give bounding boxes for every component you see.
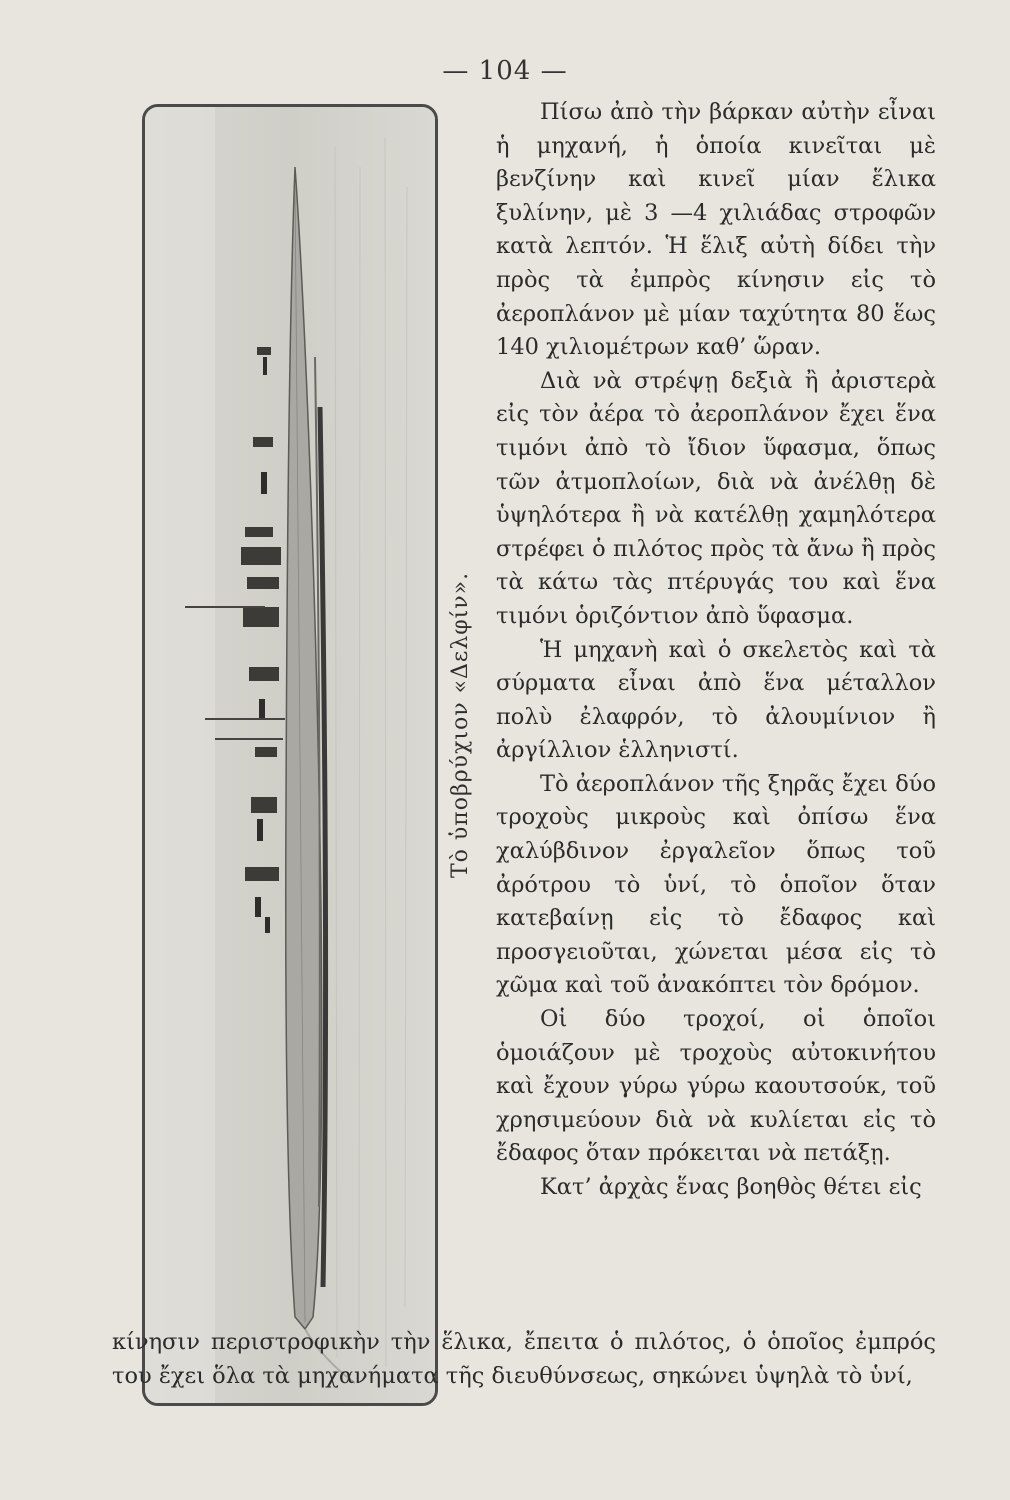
figure-caption: Τὸ ὑποβρύχιον «Δελφίν». <box>448 571 473 878</box>
page-number: — 104 — <box>442 56 568 86</box>
paragraph-continuation: κίνησιν περιστροφικὴν τὴν ἕλικα, ἔπειτα ὁ πιλότος, ὁ ὁποῖος ἐμπρός του ἔχει ὅλα τὰ μηχανήματα τῆς διευθύνσεως, σηκώνει ὑψηλὰ τὸ ὑνί, <box>112 1329 936 1389</box>
submarine-photo <box>142 104 438 1406</box>
paragraph: Πίσω ἀπὸ τὴν βάρκαν αὐτὴν εἶναι ἡ μηχανή, ἡ ὁποία κινεῖται μὲ βενζίνην καὶ κινεῖ μίαν ἕλικα ξυλίνην, μὲ 3 —4 χιλιάδας στροφῶν κατὰ λεπτόν. Ἡ ἕλιξ αὐτὴ δίδει τὴν πρὸς τὰ ἐμπρὸς κίνησιν εἰς τὸ ἀεροπλάνον μὲ μίαν ταχύτητα 80 ἕως 140 χιλιομέτρων καθ’ ὥραν. <box>496 99 936 361</box>
text-column <box>496 96 936 1205</box>
submarine-illustration <box>145 107 435 1403</box>
paragraph: Τὸ ἀεροπλάνον τῆς ξηρᾶς ἔχει δύο τροχοὺς μικροὺς καὶ ὀπίσω ἕνα χαλύβδινον ἐργαλεῖον ὅπως τοῦ ἀρότρου τὸ ὑνί, τὸ ὁποῖον ὅταν κατεβαίνῃ εἰς τὸ ἔδαφος καὶ προσγειοῦται, χώνεται μέσα εἰς τὸ χῶμα καὶ τοῦ ἀνακόπτει τὸν δρόμον. <box>496 770 936 999</box>
paragraph: Ἡ μηχανὴ καὶ ὁ σκελετὸς καὶ τὰ σύρματα εἶναι ἀπὸ ἕνα μέταλλον πολὺ ἐλαφρόν, τὸ ἀλουμίνιον ἢ ἀργίλλιον ἑλληνιστί. <box>496 636 936 764</box>
full-width-text <box>112 1326 936 1393</box>
paragraph: Οἱ δύο τροχοί, οἱ ὁποῖοι ὁμοιάζουν μὲ τροχοὺς αὐτοκινήτου καὶ ἔχουν γύρω γύρω καουτσούκ, τοῦ χρησιμεύουν διὰ νὰ κυλίεται εἰς τὸ ἔδαφος ὅταν πρόκειται νὰ πετάξῃ. <box>496 1006 936 1167</box>
paragraph: Κατ’ ἀρχὰς ἕνας βοηθὸς θέτει εἰς <box>540 1174 922 1200</box>
paragraph: Διὰ νὰ στρέψῃ δεξιὰ ἢ ἀριστερὰ εἰς τὸν ἀέρα τὸ ἀεροπλάνον ἔχει ἕνα τιμόνι ἀπὸ τὸ ἴδιον ὕφασμα, ὅπως τῶν ἀτμοπλοίων, διὰ νὰ ἀνέλθῃ δὲ ὑψηλότερα ἢ νὰ κατέλθῃ χαμηλότερα στρέφει ὁ πιλότος πρὸς τὰ ἄνω ἢ πρὸς τὰ κάτω τὰς πτέρυγάς του καὶ ἕνα τιμόνι ὁριζόντιον ἀπὸ ὕφασμα. <box>496 367 936 629</box>
